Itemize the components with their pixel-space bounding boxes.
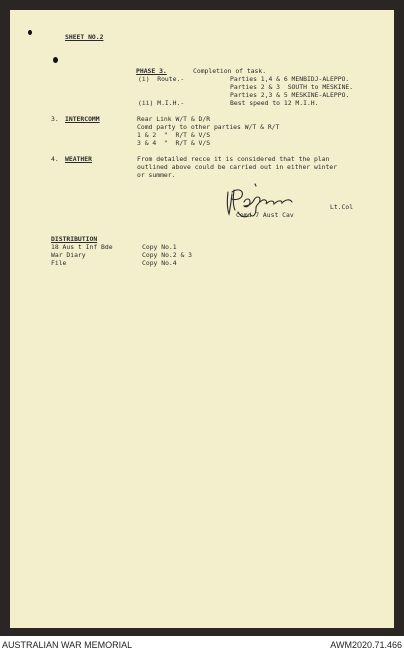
signatory-rank: Lt.Col (330, 203, 354, 211)
distribution-heading: DISTRIBUTION (51, 235, 98, 243)
distribution-copy: Copy No.2 & 3 (142, 251, 193, 259)
section-number: 3. (51, 115, 59, 123)
intercomm-line: 3 & 4 " R/T & V/S (137, 139, 211, 147)
document-sheet (10, 10, 394, 628)
route-line: Parties 2,3 & 5 MESKINE-ALEPPO. (230, 91, 350, 99)
phase-title: Completion of task. (193, 67, 267, 75)
distribution-recipient: War Diary (51, 251, 86, 259)
footer-accession-number: AWM2020.71.466 (330, 640, 402, 650)
weather-line: outlined above could be carried out in either winter (137, 163, 338, 171)
sheet-number: SHEET NO.2 (65, 33, 104, 41)
route-line: Parties 1,4 & 6 MENBIDJ-ALEPPO. (230, 75, 350, 83)
distribution-copy: Copy No.1 (142, 243, 177, 251)
footer-credit: AUSTRALIAN WAR MEMORIAL (2, 640, 133, 650)
weather-line: From detailed recce it is considered that the plan (137, 155, 330, 163)
intercomm-heading: INTERCOMM (65, 115, 100, 123)
mih-value: Best speed to 12 M.I.H. (230, 99, 319, 107)
mih-label: (ii) M.I.H.- (138, 99, 185, 107)
punch-hole-mark (28, 30, 32, 35)
distribution-copy: Copy No.4 (142, 259, 177, 267)
distribution-recipient: File (51, 259, 67, 267)
section-number: 4. (51, 155, 59, 163)
phase-heading: PHASE 3. (136, 67, 167, 75)
punch-hole-mark (53, 57, 58, 63)
route-line: Parties 2 & 3 SOUTH to MESKINE. (230, 83, 354, 91)
distribution-recipient: 18 Aus t Inf Bde (51, 243, 113, 251)
intercomm-line: 1 & 2 " R/T & V/S (137, 131, 211, 139)
intercomm-line: Comd party to other parties W/T & R/T (137, 123, 280, 131)
signatory-title: Comd 7 Aust Cav (236, 211, 294, 219)
intercomm-line: Rear Link W/T & D/R (137, 115, 211, 123)
route-label: (i) Route.- (138, 75, 185, 83)
weather-heading: WEATHER (65, 155, 92, 163)
weather-line: or summer. (137, 171, 176, 179)
